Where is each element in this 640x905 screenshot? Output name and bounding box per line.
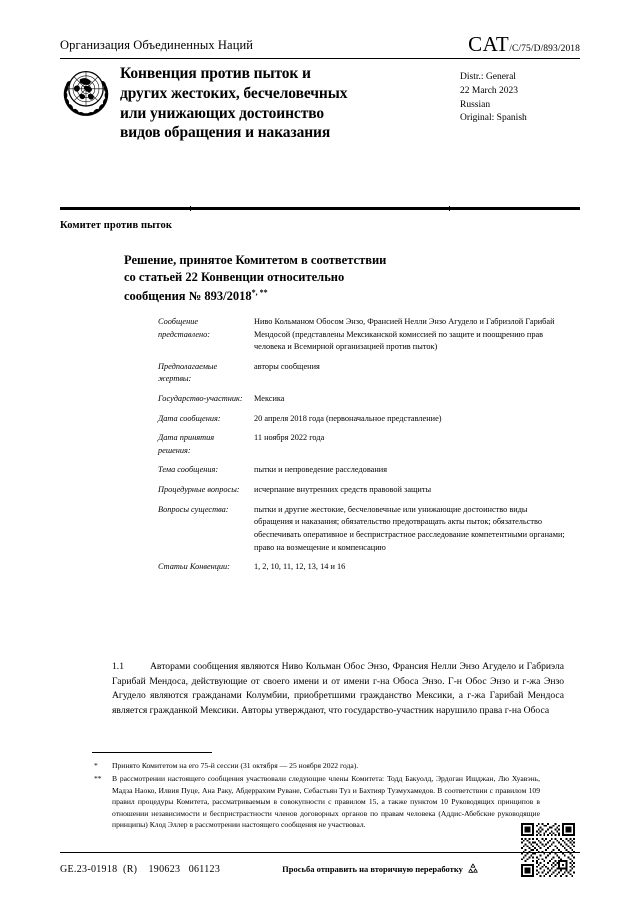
metadata-label: Тема сообщения: (158, 465, 219, 475)
metadata-value: Мексика (254, 394, 285, 404)
metadata-label: Дата принятия решения: (158, 433, 215, 455)
masthead-rule (60, 58, 580, 59)
organization-name: Организация Объединенных Наций (60, 38, 254, 53)
metadata-label: Процедурные вопросы: (158, 485, 240, 495)
metadata-row (158, 432, 566, 457)
metadata-value: Ниво Кольманом Обосом Энзо, Франсией Нелли Энзо Агудело и Габриэлой Гарибай Мендосой (представлены Мексиканской комиссией по защите и поощрению прав человека и Всемирной организацией против пыток) (254, 317, 555, 352)
document-symbol-sub: /C/75/D/893/2018 (509, 44, 580, 54)
metadata-label: Статьи Конвенции: (158, 562, 230, 572)
metadata-table (158, 316, 566, 581)
convention-title-line-2: других жестоких, бесчеловечных (120, 84, 348, 102)
metadata-row (158, 464, 566, 477)
footnote-mark: ** (94, 774, 102, 784)
body-paragraph (112, 660, 564, 718)
metadata-value: исчерпание внутренних средств правовой защиты (254, 485, 432, 495)
metadata-row (158, 504, 566, 554)
convention-title-line-1: Конвенция против пыток и (120, 65, 311, 82)
metadata-value: 20 апреля 2018 года (первоначальное представление) (254, 413, 442, 423)
distribution-date: 22 March 2023 (460, 85, 519, 96)
metadata-label: Предполагаемые жертвы: (158, 361, 218, 384)
convention-title (112, 64, 454, 143)
footer (60, 862, 580, 876)
metadata-label: Государство-участник: (158, 394, 243, 404)
document-symbol (468, 34, 580, 55)
un-emblem (60, 68, 112, 118)
metadata-value: пытки и другие жестокие, бесчеловечные или унижающие достоинство виды обращения и наказания; обязательство предотвращать акты пыток; обязательство обеспечивать оперативное и беспристрастное расследование компетентными органами; право на возмещение и компенсацию (254, 504, 565, 552)
footnote (92, 760, 540, 771)
metadata-label: Дата сообщения: (158, 413, 221, 423)
metadata-row (158, 316, 566, 354)
metadata-row (158, 484, 566, 497)
recycle-note-text: Просьба отправить на вторичную переработку (282, 864, 463, 874)
convention-title-line-3: или унижающих достоинство (120, 104, 325, 122)
committee-name: Комитет против пыток (60, 220, 173, 231)
decision-heading (124, 252, 564, 305)
recycle-note (282, 862, 480, 876)
metadata-value: 1, 2, 10, 11, 12, 13, 14 и 16 (254, 562, 346, 572)
paragraph-text: Авторами сообщения являются Ниво Кольман Обос Энзо, Франсия Нелли Энзо Агудело и Габриэла Гарибай Мендоса, действующие от своего имени и от имени г-на Обоса Энзо. Г-н Обос Энзо и г-жа Энзо Агудело являются гражданами Колумбии, приобретшими гражданство Мексики, а г-жа Гарибай Мендоса является гражданкой Мексики. Авторы утверждают, что государство-участник нарушило права г-на Обоса (112, 661, 564, 716)
masthead (60, 34, 580, 59)
metadata-label: Сообщение представлено: (158, 317, 211, 339)
footnote (92, 773, 540, 830)
metadata-value: пытки и непроведение расследования (254, 465, 388, 475)
convention-title-line-4: видов обращения и наказания (120, 124, 331, 142)
metadata-row (158, 361, 566, 386)
footnotes (92, 760, 540, 832)
footer-rule (60, 852, 580, 853)
metadata-label: Вопросы существа: (158, 504, 229, 514)
footnote-text: Принято Комитетом на его 75-й сессии (31 октября — 25 ноября 2022 года). (112, 761, 359, 770)
decision-line-2: со статьей 22 Конвенции относительно (124, 270, 345, 285)
footnote-text: В рассмотрении настоящего сообщения участвовали следующие члены Комитета: Тодд Бакуолд, Эрдоган Ишджан, Лю Хуавэнь, Мадза Наоко, Илвия Пуце, Ана Раку, Абдеррахим Руване, Себастьян Туз и Бахтияр Тузмухамедов. В соответствии с правилом 109 правил процедуры Комитета, рассматриваемым в совокупности с правилом 15, а также пунктом 10 Руководящих принципов в отношении независимости и беспристрастности членов договорных органов по правам человека (Аддис-Абебские руководящие принципы) Клод Эллер в рассмотрении настоящего сообщения не участвовал. (112, 774, 540, 829)
distribution-type: Distr.: General (460, 72, 516, 82)
footnote-separator (92, 752, 212, 753)
metadata-row (158, 393, 566, 406)
distribution-info (454, 64, 580, 126)
metadata-row (158, 561, 566, 574)
document-code: GE.23-01918 (R) 190623 061123 (60, 863, 221, 875)
masthead-row (60, 34, 580, 55)
decision-line-3 (124, 287, 564, 305)
paragraph-number: 1.1 (112, 661, 124, 672)
distribution-language: Russian (460, 99, 491, 110)
distribution-original: Original: Spanish (460, 113, 527, 124)
footnote-mark: * (94, 761, 98, 770)
metadata-row (158, 413, 566, 426)
document-symbol-main: CAT (468, 32, 510, 56)
decision-communication-number: сообщения № 893/2018 (124, 288, 252, 303)
title-block (60, 64, 580, 143)
metadata-value: авторы сообщения (254, 361, 320, 371)
metadata-value: 11 ноября 2022 года (254, 433, 325, 443)
recycle-icon (466, 862, 480, 876)
decision-footnote-marks: *, ** (251, 287, 268, 297)
decision-line-1: Решение, принятое Комитетом в соответствии (124, 253, 387, 267)
section-divider (60, 207, 580, 210)
